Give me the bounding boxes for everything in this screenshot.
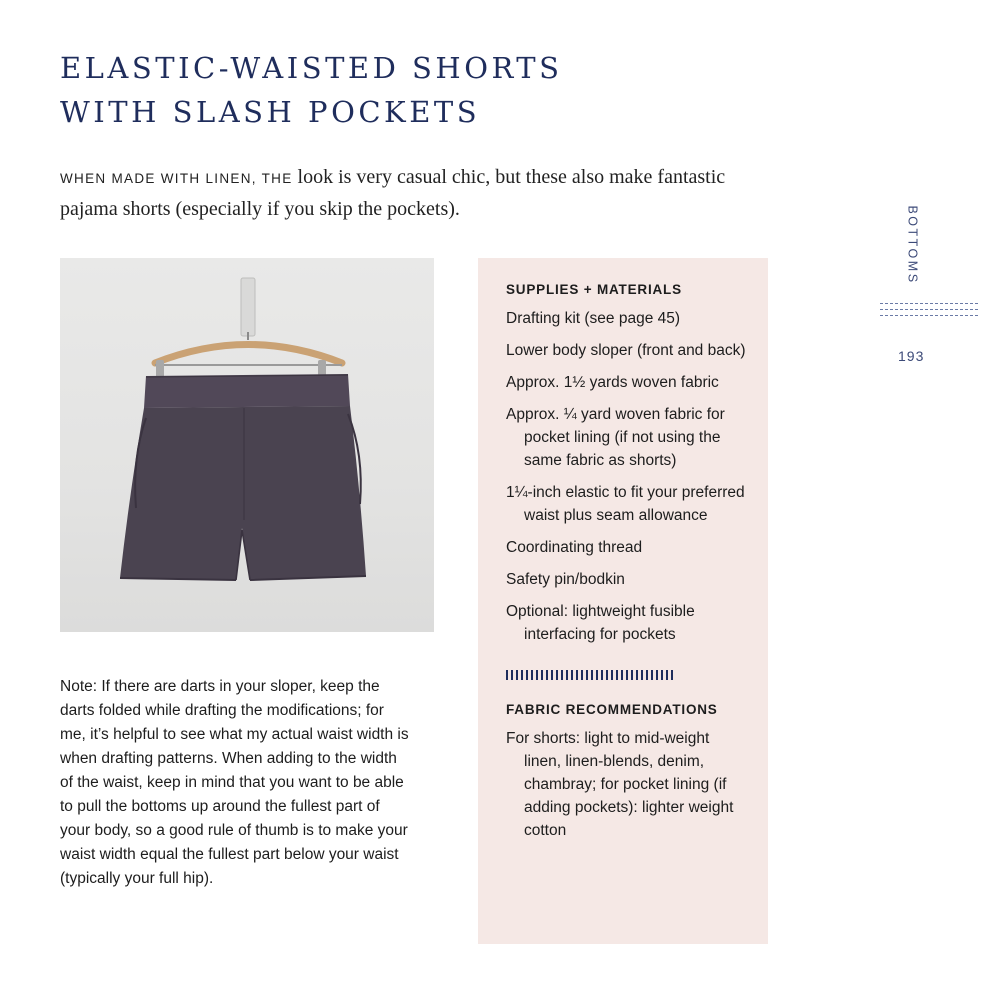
supply-item: Safety pin/bodkin: [506, 571, 625, 588]
fabric-recommendation: For shorts: light to mid-weight linen, linen-blends, denim, chambray; for pocket lining (if adding pockets): lighter weight cotton: [506, 730, 734, 839]
shorts-illustration: [60, 258, 434, 632]
drafting-note: Note: If there are darts in your sloper, keep the darts folded while drafting the modifications; for me, it’s helpful to see what my actual waist width is when drafting patterns. When adding to the width of the waist, keep in mind that you want to be able to pull the bottoms up around the fullest part of your body, so a good rule of thumb is to make your waist width equal the fullest part below your waist (typically your full hip).: [60, 678, 409, 887]
page-title: [60, 46, 563, 134]
supply-item: Drafting kit (see page 45): [506, 310, 681, 327]
stitch-divider: [506, 670, 674, 680]
tab-dashed-lines: [880, 303, 978, 321]
supplies-list: [506, 307, 746, 646]
wooden-hanger: [155, 345, 342, 364]
intro-lead-in: WHEN MADE WITH LINEN, THE: [60, 171, 293, 186]
fabric-list: [506, 727, 746, 842]
page-number: 193: [898, 348, 925, 364]
wall-hook: [241, 278, 255, 336]
supply-item: Coordinating thread: [506, 539, 643, 556]
title-line-2: WITH SLASH POCKETS: [60, 95, 481, 129]
shorts-photo: [60, 258, 434, 632]
title-line-1: ELASTIC-WAISTED SHORTS: [60, 51, 563, 85]
section-tab: [898, 200, 928, 290]
fabric-heading: FABRIC RECOMMENDATIONS: [506, 702, 718, 717]
section-tab-label: BOTTOMS: [906, 205, 920, 285]
supply-item: Lower body sloper (front and back): [506, 342, 746, 359]
intro-text: look is very casual chic, but these also make fantastic pajama shorts (especially if you skip the pockets).: [60, 166, 726, 220]
supply-item: 1¼-inch elastic to fit your preferred waist plus seam allowance: [506, 484, 745, 524]
supplies-heading: SUPPLIES + MATERIALS: [506, 282, 682, 297]
intro-paragraph: [60, 162, 760, 224]
supply-item: Approx. 1½ yards woven fabric: [506, 374, 719, 391]
supply-item: Optional: lightweight fusible interfacing for pockets: [506, 603, 695, 643]
shorts-body: [120, 406, 366, 580]
supplies-sidebar: [478, 258, 768, 944]
supply-item: Approx. ¼ yard woven fabric for pocket lining (if not using the same fabric as shorts): [506, 406, 725, 469]
shorts-waistband: [144, 374, 350, 408]
